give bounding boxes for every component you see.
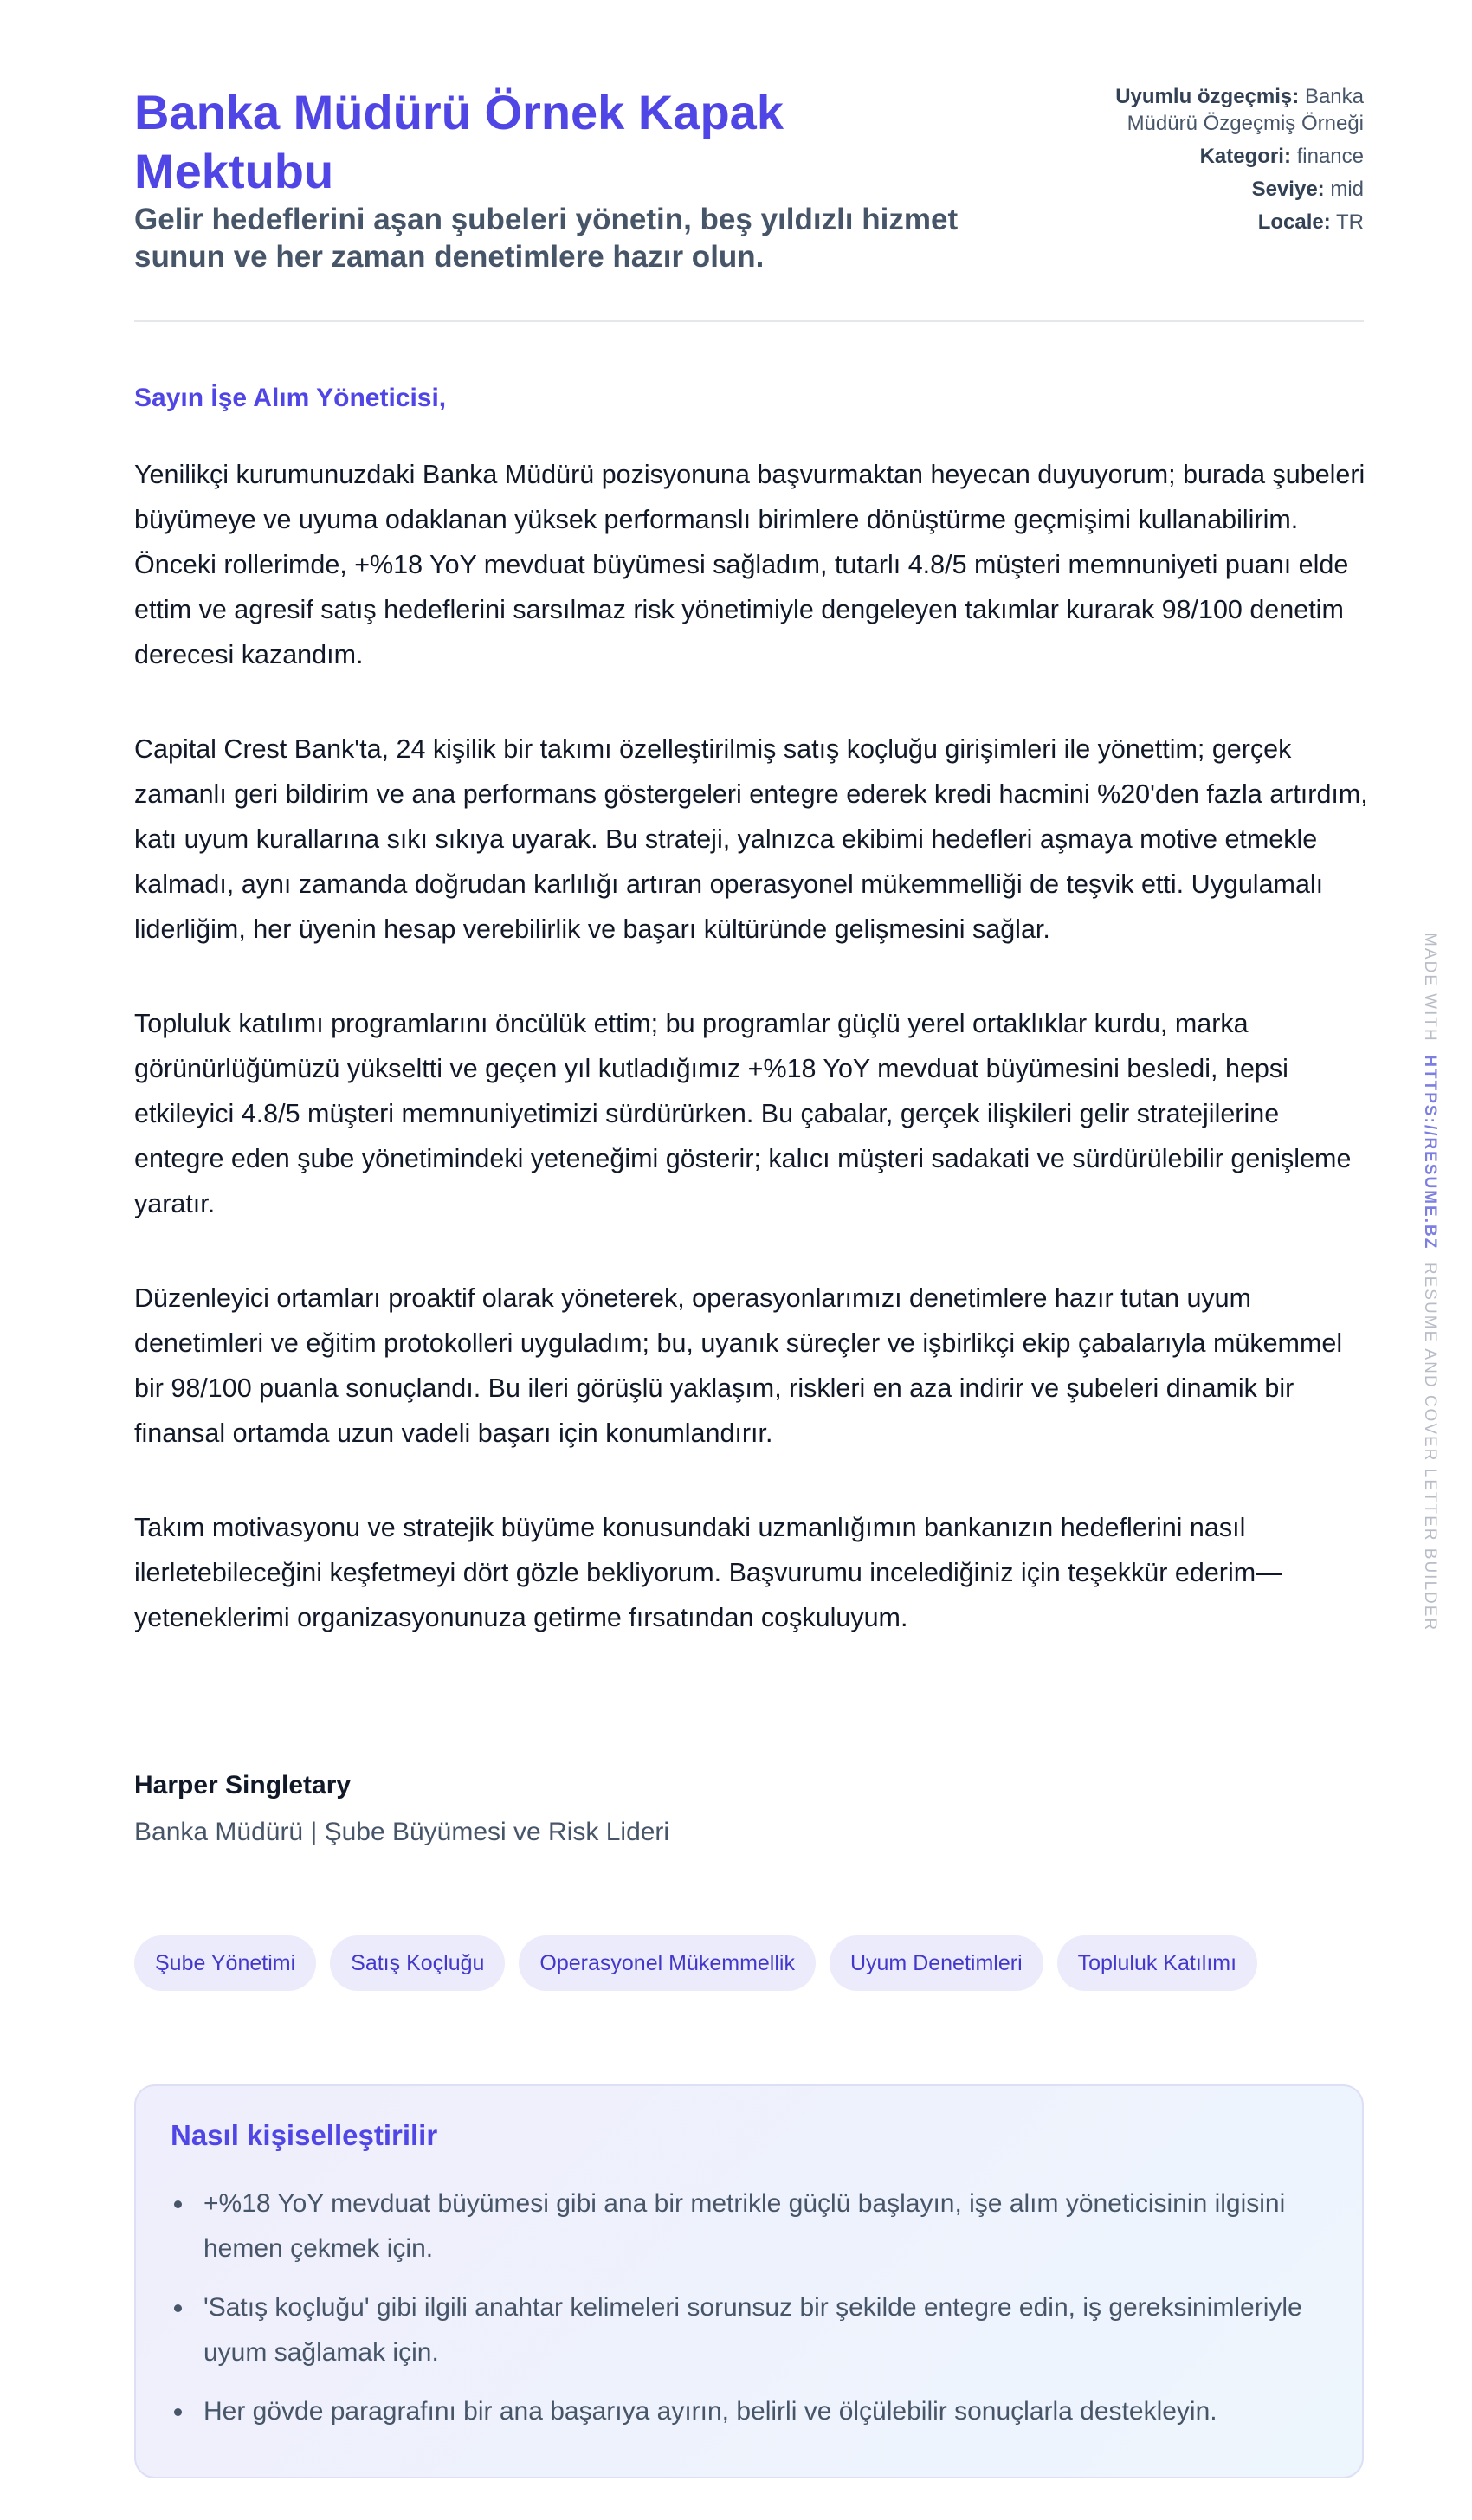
meta-info — [1069, 83, 1364, 242]
tips-list — [171, 2181, 1327, 2434]
letter-body — [134, 452, 1368, 1690]
tips-heading: Nasıl kişiselleştirilir — [171, 2119, 438, 2151]
meta-locale: Locale: TR — [1257, 210, 1364, 234]
meta-level: Seviye: mid — [1251, 178, 1364, 201]
letter-paragraph: Yenilikçi kurumunuzdaki Banka Müdürü pozisyonuna başvurmaktan heyecan duyuyorum; burada şubeleri büyümeye ve uyuma odaklanan yüksek performanslı birimlere dönüştürme geçmişimi kullanabilirim. Önceki rollerimde, +%18 YoY mevduat büyümesi sağladım, tutarlı 4.8/5 müşteri memnuniyeti puanı elde ettim ve agresif satış hedeflerini sarsılmaz risk yönetimiyle dengeleyen takımlar kurarak 98/100 denetim derecesi kazandım. — [134, 460, 1365, 669]
watermark-link[interactable]: HTTPS://RESUME.BZ — [1421, 1055, 1439, 1250]
divider — [134, 320, 1364, 322]
header — [134, 83, 1364, 320]
watermark: MADE WITH HTTPS://RESUME.BZ RESUME AND COVER LETTER BUILDER — [1421, 933, 1439, 1632]
skill-tag: Topluluk Katılımı — [1057, 1935, 1257, 1991]
skill-tag: Şube Yönetimi — [134, 1935, 316, 1991]
tip-item: +%18 YoY mevduat büyümesi gibi ana bir metrikle güçlü başlayın, işe alım yöneticisinin ilgisini hemen çekmek için. — [171, 2181, 1327, 2271]
letter-paragraph: Capital Crest Bank'ta, 24 kişilik bir takımı özelleştirilmiş satış koçluğu girişimleri ile yönettim; gerçek zamanlı geri bildirim ve ana performans göstergeleri entegre ederek kredi hacmini %20'den fazla artırdım, katı uyum kurallarına sıkı sıkıya uyarak. Bu strateji, yalnızca ekibimi hedefleri aşmaya motive etmekle kalmadı, aynı zamanda doğrudan karlılığı artıran operasyonel mükemmelliği de teşvik etti. Uygulamalı liderliğim, her üyenin hesap verebilirlik ve başarı kültüründe gelişmesini sağlar. — [134, 734, 1368, 944]
skill-tags — [134, 1935, 1257, 1991]
letter-paragraph: Topluluk katılımı programlarını öncülük ettim; bu programlar güçlü yerel ortaklıklar kurdu, marka görünürlüğümüzü yükseltti ve geçen yıl kutladığımız +%18 YoY mevduat büyümesini besledi, hepsi etkileyici 4.8/5 müşteri memnuniyetimizi sürdürürken. Bu çabalar, gerçek ilişkileri gelir stratejilerine entegre eden şube yönetimindeki yeteneğimi gösterir; kalıcı müşteri sadakati ve sürdürülebilir genişleme yaratır. — [134, 1009, 1352, 1218]
tip-item: 'Satış koçluğu' gibi ilgili anahtar kelimeleri sorunsuz bir şekilde entegre edin, iş gereksinimleriyle uyum sağlamak için. — [171, 2285, 1327, 2375]
signature-name: Harper Singletary — [134, 1771, 352, 1800]
meta-category: Kategori: finance — [1199, 145, 1364, 168]
compatible-resume-link[interactable]: Banka Müdürü Özgeçmiş Örneği — [1127, 85, 1364, 135]
customization-tips — [134, 2084, 1364, 2478]
letter-paragraph: Düzenleyici ortamları proaktif olarak yöneterek, operasyonlarımızı denetimlere hazır tutan uyum denetimleri ve eğitim protokolleri uyguladım; bu, uyanık süreçler ve işbirlikçi ekip çabalarıyla mükemmel bir 98/100 puanla sonuçlandı. Bu ileri görüşlü yaklaşım, riskleri en aza indirir ve şubeleri dinamik bir finansal ortamda uzun vadeli başarı için konumlandırır. — [134, 1283, 1343, 1448]
tip-item: Her gövde paragrafını bir ana başarıya ayırın, belirli ve ölçülebilir sonuçlarla destekleyin. — [171, 2389, 1327, 2434]
page-title: Banka Müdürü Örnek Kapak Mektubu — [134, 85, 784, 198]
skill-tag: Uyum Denetimleri — [830, 1935, 1043, 1991]
salutation: Sayın İşe Alım Yöneticisi, — [134, 384, 447, 412]
signature-title: Banka Müdürü | Şube Büyümesi ve Risk Lideri — [134, 1818, 670, 1846]
letter-paragraph: Takım motivasyonu ve stratejik büyüme konusundaki uzmanlığımın bankanızın hedeflerini nasıl ilerletebileceğini keşfetmeyi dört gözle bekliyorum. Başvurumu incelediğiniz için teşekkür ederim—yeteneklerimi organizasyonunuza getirme fırsatından coşkuluyum. — [134, 1513, 1282, 1632]
skill-tag: Satış Koçluğu — [330, 1935, 505, 1991]
meta-compatible-resume: Uyumlu özgeçmiş: Banka Müdürü Özgeçmiş Örneği — [1115, 85, 1364, 135]
skill-tag: Operasyonel Mükemmellik — [519, 1935, 816, 1991]
signature — [134, 1771, 669, 1847]
page-subtitle: Gelir hedeflerini aşan şubeleri yönetin, beş yıldızlı hizmet sunun ve her zaman denetimlere hazır olun. — [134, 203, 959, 274]
